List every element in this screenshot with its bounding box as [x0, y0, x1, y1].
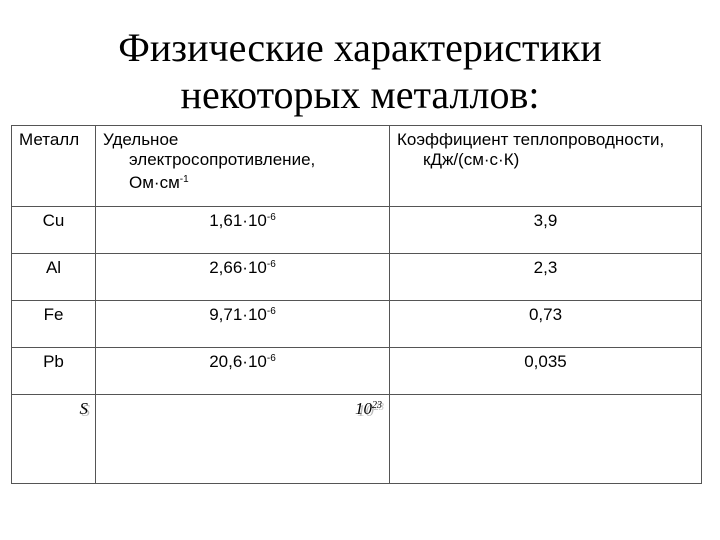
header-metal: [12, 126, 96, 207]
power-exp: 23: [372, 400, 382, 411]
resistivity-exp: -6: [266, 353, 276, 364]
cell-metal: Fe: [12, 301, 96, 348]
cell-metal: Al: [12, 254, 96, 301]
metals-table: [11, 125, 702, 484]
header-resistivity-line-1: Удельное: [103, 130, 179, 149]
header-conductivity: [390, 126, 702, 207]
cell-resistivity: [96, 207, 390, 254]
header-resistivity-unit-text: Ом·см: [129, 173, 180, 192]
table-header-row: [12, 126, 702, 207]
resistivity-exp: -6: [266, 212, 276, 223]
header-resistivity: [96, 126, 390, 207]
cell-resistivity: [96, 348, 390, 395]
cell-s-symbol: S: [12, 395, 96, 484]
resistivity-value: 1,61·10: [209, 211, 267, 230]
header-conductivity-line-1: Коэффициент теплопроводности,: [397, 130, 665, 149]
title-line-2: некоторых металлов:: [180, 72, 540, 117]
header-metal-label: Металл: [19, 130, 80, 149]
cell-conductivity: 2,3: [390, 254, 702, 301]
cell-conductivity: 0,035: [390, 348, 702, 395]
resistivity-value: 2,66·10: [209, 258, 267, 277]
power-base: 10: [355, 399, 372, 418]
cell-resistivity: [96, 254, 390, 301]
resistivity-exp: -6: [266, 259, 276, 270]
table-row: [12, 301, 702, 348]
table-row: [12, 254, 702, 301]
table-row: [12, 348, 702, 395]
cell-metal: Pb: [12, 348, 96, 395]
cell-power-value: [96, 395, 390, 484]
table-row-last: [12, 395, 702, 484]
cell-resistivity: [96, 301, 390, 348]
cell-empty: [390, 395, 702, 484]
resistivity-value: 20,6·10: [209, 352, 267, 371]
cell-conductivity: 0,73: [390, 301, 702, 348]
resistivity-value: 9,71·10: [209, 305, 267, 324]
header-resistivity-unit: [103, 170, 382, 193]
header-conductivity-line-2: кДж/(см·с·К): [423, 150, 520, 169]
slide-title: [0, 24, 720, 118]
header-resistivity-line-2: электросопротивление,: [129, 150, 316, 169]
cell-metal: Cu: [12, 207, 96, 254]
table-row: [12, 207, 702, 254]
title-line-1: Физические характеристики: [118, 25, 602, 70]
header-resistivity-unit-exp: -1: [179, 174, 189, 185]
cell-conductivity: 3,9: [390, 207, 702, 254]
resistivity-exp: -6: [266, 306, 276, 317]
